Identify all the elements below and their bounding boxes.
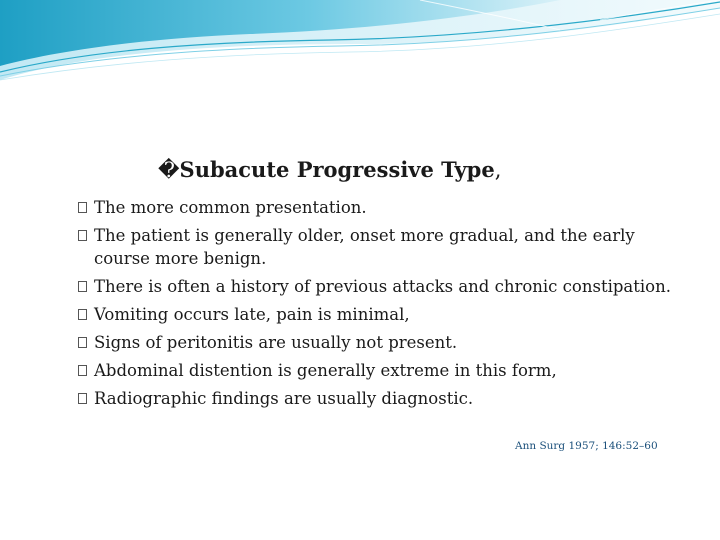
bullet-text: There is often a history of previous attacks and chronic constipation. — [94, 277, 671, 296]
bullet-box-icon — [78, 385, 94, 413]
heading-suffix: , — [494, 158, 502, 182]
list-item — [78, 301, 678, 329]
heading-title: Subacute Progressive Type — [179, 157, 495, 182]
bullet-box-icon — [78, 194, 94, 222]
bullet-box-icon — [78, 222, 94, 250]
bullet-list — [78, 194, 678, 413]
bullet-text: Abdominal distention is generally extreme in this form, — [94, 361, 557, 380]
bullet-text: The more common presentation. — [94, 198, 367, 217]
list-item — [78, 222, 678, 273]
list-item — [78, 194, 678, 222]
bullet-text: Signs of peritonitis are usually not present. — [94, 333, 458, 352]
bullet-box-icon — [78, 329, 94, 357]
bullet-box-icon — [78, 273, 94, 301]
bullet-text: Vomiting occurs late, pain is minimal, — [94, 305, 410, 324]
list-item — [78, 385, 678, 413]
slide-heading — [158, 157, 501, 182]
list-item — [78, 357, 678, 385]
bullet-text: The patient is generally older, onset more gradual, and the early course more benign. — [94, 226, 635, 268]
bullet-text: Radiographic findings are usually diagnostic. — [94, 389, 474, 408]
list-item — [78, 329, 678, 357]
citation: Ann Surg 1957; 146:52–60 — [515, 440, 658, 452]
heading-glyph: � — [158, 158, 180, 182]
bullet-box-icon — [78, 301, 94, 329]
decorative-wave-header — [0, 0, 720, 90]
bullet-box-icon — [78, 357, 94, 385]
list-item — [78, 273, 678, 301]
